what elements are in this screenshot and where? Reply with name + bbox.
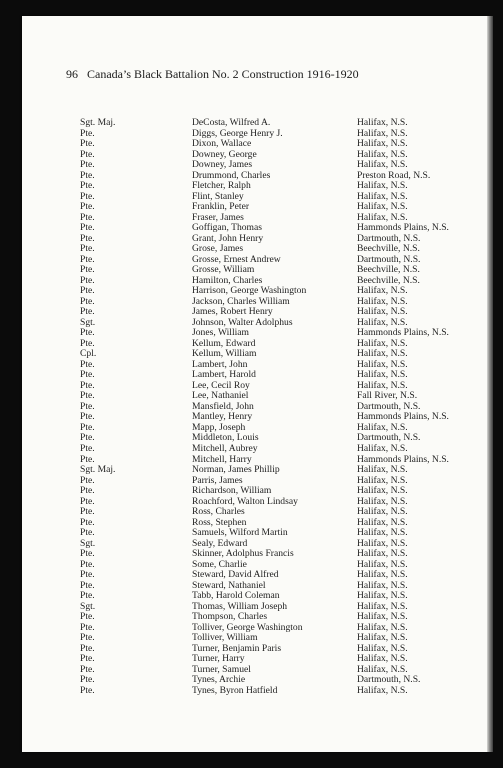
name-cell: Grant, John Henry	[192, 232, 264, 244]
name-cell: Thomas, William Joseph	[192, 600, 288, 612]
rank-cell: Pte.	[80, 138, 95, 150]
name-cell: Turner, Benjamin Paris	[192, 642, 282, 654]
name-cell: Lee, Nathaniel	[192, 390, 249, 402]
name-cell: Tabb, Harold Coleman	[192, 590, 280, 602]
roster-row	[0, 665, 503, 676]
rank-cell: Pte.	[80, 495, 95, 507]
hometown-cell: Halifax, N.S.	[357, 337, 408, 349]
rank-cell: Pte.	[80, 201, 95, 213]
roster-row	[0, 160, 503, 171]
roster-row	[0, 139, 503, 150]
name-cell: Steward, Nathaniel	[192, 579, 266, 591]
rank-cell: Pte.	[80, 642, 95, 654]
rank-cell: Pte.	[80, 285, 95, 297]
name-cell: Fraser, James	[192, 211, 244, 223]
rank-cell: Pte.	[80, 253, 95, 265]
name-cell: Middleton, Louis	[192, 432, 259, 444]
hometown-cell: Halifax, N.S.	[357, 358, 408, 370]
rank-cell: Pte.	[80, 190, 95, 202]
rank-cell: Pte.	[80, 579, 95, 591]
hometown-cell: Halifax, N.S.	[357, 148, 408, 160]
name-cell: Roachford, Walton Lindsay	[192, 495, 298, 507]
hometown-cell: Halifax, N.S.	[357, 117, 408, 128]
hometown-cell: Halifax, N.S.	[357, 506, 408, 518]
roster-row	[0, 644, 503, 655]
rank-cell: Pte.	[80, 211, 95, 223]
rank-cell: Pte.	[80, 148, 95, 160]
rank-cell: Pte.	[80, 379, 95, 391]
name-cell: Turner, Harry	[192, 653, 245, 665]
roster-row	[0, 686, 503, 697]
hometown-cell: Halifax, N.S.	[357, 548, 408, 560]
name-cell: Lambert, Harold	[192, 369, 256, 381]
name-cell: Mantley, Henry	[192, 411, 253, 423]
rank-cell: Pte.	[80, 127, 95, 139]
hometown-cell: Halifax, N.S.	[357, 621, 408, 633]
name-cell: Harrison, George Washington	[192, 285, 307, 297]
name-cell: Norman, James Phillip	[192, 464, 280, 476]
roster-row	[0, 370, 503, 381]
rank-cell: Sgt. Maj.	[80, 117, 116, 128]
name-cell: Lambert, John	[192, 358, 248, 370]
hometown-cell: Fall River, N.S.	[357, 390, 418, 402]
rank-cell: Pte.	[80, 485, 95, 497]
name-cell: Ross, Charles	[192, 506, 245, 518]
rank-cell: Pte.	[80, 453, 95, 465]
rank-cell: Pte.	[80, 516, 95, 528]
rank-cell: Pte.	[80, 169, 95, 181]
hometown-cell: Halifax, N.S.	[357, 590, 408, 602]
rank-cell: Pte.	[80, 337, 95, 349]
hometown-cell: Hammonds Plains, N.S.	[357, 411, 449, 423]
name-cell: Turner, Samuel	[192, 663, 251, 675]
name-cell: Tynes, Archie	[192, 674, 246, 686]
rank-cell: Pte.	[80, 590, 95, 602]
rank-cell: Pte.	[80, 358, 95, 370]
name-cell: Mansfield, John	[192, 400, 254, 412]
name-cell: Tolliver, George Washington	[192, 621, 303, 633]
rank-cell: Pte.	[80, 569, 95, 581]
roster-row	[0, 507, 503, 518]
rank-cell: Pte.	[80, 653, 95, 665]
name-cell: Tolliver, William	[192, 632, 258, 644]
name-cell: Grosse, Ernest Andrew	[192, 253, 281, 265]
name-cell: Kellum, Edward	[192, 337, 256, 349]
roster-row	[0, 381, 503, 392]
rank-cell: Pte.	[80, 390, 95, 402]
name-cell: Sealy, Edward	[192, 537, 248, 549]
rank-cell: Pte.	[80, 442, 95, 454]
hometown-cell: Halifax, N.S.	[357, 537, 408, 549]
hometown-cell: Halifax, N.S.	[357, 600, 408, 612]
rank-cell: Pte.	[80, 527, 95, 539]
hometown-cell: Dartmouth, N.S.	[357, 253, 421, 265]
hometown-cell: Halifax, N.S.	[357, 190, 408, 202]
hometown-cell: Beechville, N.S.	[357, 264, 420, 276]
hometown-cell: Halifax, N.S.	[357, 579, 408, 591]
rank-cell: Sgt.	[80, 600, 96, 612]
hometown-cell: Halifax, N.S.	[357, 211, 408, 223]
rank-cell: Pte.	[80, 400, 95, 412]
rank-cell: Pte.	[80, 243, 95, 255]
rank-cell: Pte.	[80, 432, 95, 444]
hometown-cell: Halifax, N.S.	[357, 653, 408, 665]
name-cell: Mitchell, Harry	[192, 453, 252, 465]
rank-cell: Pte.	[80, 506, 95, 518]
rank-cell: Pte.	[80, 159, 95, 171]
roster-row	[0, 234, 503, 245]
hometown-cell: Halifax, N.S.	[357, 464, 408, 476]
rank-cell: Pte.	[80, 327, 95, 339]
roster-row	[0, 171, 503, 182]
name-cell: Dixon, Wallace	[192, 138, 252, 150]
rank-cell: Pte.	[80, 264, 95, 276]
rank-cell: Pte.	[80, 180, 95, 192]
name-cell: Johnson, Walter Adolphus	[192, 316, 293, 328]
roster-row	[0, 486, 503, 497]
roster-list	[0, 118, 503, 696]
name-cell: Steward, David Alfred	[192, 569, 279, 581]
hometown-cell: Beechville, N.S.	[357, 243, 420, 255]
name-cell: Kellum, William	[192, 348, 257, 360]
name-cell: Flint, Stanley	[192, 190, 244, 202]
rank-cell: Sgt. Maj.	[80, 464, 116, 476]
hometown-cell: Beechville, N.S.	[357, 274, 420, 286]
roster-row	[0, 202, 503, 213]
name-cell: Parris, James	[192, 474, 243, 486]
name-cell: DeCosta, Wilfred A.	[192, 117, 271, 128]
rank-cell: Pte.	[80, 663, 95, 675]
hometown-cell: Dartmouth, N.S.	[357, 432, 421, 444]
hometown-cell: Preston Road, N.S.	[357, 169, 431, 181]
hometown-cell: Halifax, N.S.	[357, 138, 408, 150]
hometown-cell: Halifax, N.S.	[357, 306, 408, 318]
hometown-cell: Halifax, N.S.	[357, 421, 408, 433]
roster-row	[0, 444, 503, 455]
name-cell: James, Robert Henry	[192, 306, 273, 318]
hometown-cell: Halifax, N.S.	[357, 663, 408, 675]
name-cell: Grose, James	[192, 243, 244, 255]
rank-cell: Pte.	[80, 369, 95, 381]
hometown-cell: Halifax, N.S.	[357, 369, 408, 381]
roster-row	[0, 654, 503, 665]
rank-cell: Pte.	[80, 421, 95, 433]
rank-cell: Pte.	[80, 474, 95, 486]
name-cell: Some, Charlie	[192, 558, 247, 570]
book-title: Canada’s Black Battalion No. 2 Construction 1916-1920	[87, 67, 359, 81]
roster-row	[0, 181, 503, 192]
name-cell: Fletcher, Ralph	[192, 180, 251, 192]
roster-row	[0, 118, 503, 129]
rank-cell: Pte.	[80, 295, 95, 307]
rank-cell: Sgt.	[80, 316, 96, 328]
name-cell: Drummond, Charles	[192, 169, 271, 181]
hometown-cell: Halifax, N.S.	[357, 295, 408, 307]
name-cell: Jones, William	[192, 327, 249, 339]
hometown-cell: Halifax, N.S.	[357, 684, 408, 696]
rank-cell: Pte.	[80, 548, 95, 560]
page-number: 96	[66, 67, 78, 81]
name-cell: Goffigan, Thomas	[192, 222, 262, 234]
hometown-cell: Dartmouth, N.S.	[357, 232, 421, 244]
hometown-cell: Halifax, N.S.	[357, 127, 408, 139]
rank-cell: Pte.	[80, 558, 95, 570]
name-cell: Jackson, Charles William	[192, 295, 290, 307]
name-cell: Ross, Stephen	[192, 516, 247, 528]
rank-cell: Pte.	[80, 274, 95, 286]
roster-row	[0, 412, 503, 423]
hometown-cell: Halifax, N.S.	[357, 201, 408, 213]
name-cell: Downey, James	[192, 159, 253, 171]
name-cell: Richardson, William	[192, 485, 272, 497]
hometown-cell: Halifax, N.S.	[357, 159, 408, 171]
rank-cell: Cpl.	[80, 348, 97, 360]
rank-cell: Pte.	[80, 232, 95, 244]
name-cell: Downey, George	[192, 148, 257, 160]
rank-cell: Pte.	[80, 621, 95, 633]
hometown-cell: Halifax, N.S.	[357, 516, 408, 528]
name-cell: Hamilton, Charles	[192, 274, 263, 286]
hometown-cell: Halifax, N.S.	[357, 379, 408, 391]
hometown-cell: Halifax, N.S.	[357, 442, 408, 454]
rank-cell: Pte.	[80, 674, 95, 686]
name-cell: Diggs, George Henry J.	[192, 127, 283, 139]
roster-row	[0, 465, 503, 476]
rank-cell: Pte.	[80, 684, 95, 696]
roster-row	[0, 528, 503, 539]
hometown-cell: Halifax, N.S.	[357, 527, 408, 539]
hometown-cell: Halifax, N.S.	[357, 558, 408, 570]
hometown-cell: Hammonds Plains, N.S.	[357, 327, 449, 339]
hometown-cell: Halifax, N.S.	[357, 632, 408, 644]
hometown-cell: Halifax, N.S.	[357, 611, 408, 623]
roster-row	[0, 497, 503, 508]
name-cell: Skinner, Adolphus Francis	[192, 548, 294, 560]
hometown-cell: Halifax, N.S.	[357, 569, 408, 581]
roster-row	[0, 129, 503, 140]
rank-cell: Pte.	[80, 632, 95, 644]
hometown-cell: Halifax, N.S.	[357, 348, 408, 360]
name-cell: Mapp, Joseph	[192, 421, 246, 433]
name-cell: Samuels, Wilford Martin	[192, 527, 288, 539]
name-cell: Thompson, Charles	[192, 611, 268, 623]
rank-cell: Pte.	[80, 222, 95, 234]
hometown-cell: Halifax, N.S.	[357, 485, 408, 497]
rank-cell: Pte.	[80, 611, 95, 623]
rank-cell: Sgt.	[80, 537, 96, 549]
name-cell: Franklin, Peter	[192, 201, 250, 213]
hometown-cell: Halifax, N.S.	[357, 642, 408, 654]
hometown-cell: Halifax, N.S.	[357, 180, 408, 192]
roster-row	[0, 349, 503, 360]
hometown-cell: Halifax, N.S.	[357, 495, 408, 507]
hometown-cell: Dartmouth, N.S.	[357, 674, 421, 686]
name-cell: Lee, Cecil Roy	[192, 379, 250, 391]
hometown-cell: Hammonds Plains, N.S.	[357, 222, 449, 234]
name-cell: Tynes, Byron Hatfield	[192, 684, 278, 696]
name-cell: Mitchell, Aubrey	[192, 442, 258, 454]
roster-row	[0, 192, 503, 203]
rank-cell: Pte.	[80, 306, 95, 318]
running-head	[66, 67, 359, 82]
hometown-cell: Hammonds Plains, N.S.	[357, 453, 449, 465]
hometown-cell: Dartmouth, N.S.	[357, 400, 421, 412]
rank-cell: Pte.	[80, 411, 95, 423]
roster-row	[0, 549, 503, 560]
hometown-cell: Halifax, N.S.	[357, 474, 408, 486]
name-cell: Grosse, William	[192, 264, 255, 276]
hometown-cell: Halifax, N.S.	[357, 285, 408, 297]
hometown-cell: Halifax, N.S.	[357, 316, 408, 328]
